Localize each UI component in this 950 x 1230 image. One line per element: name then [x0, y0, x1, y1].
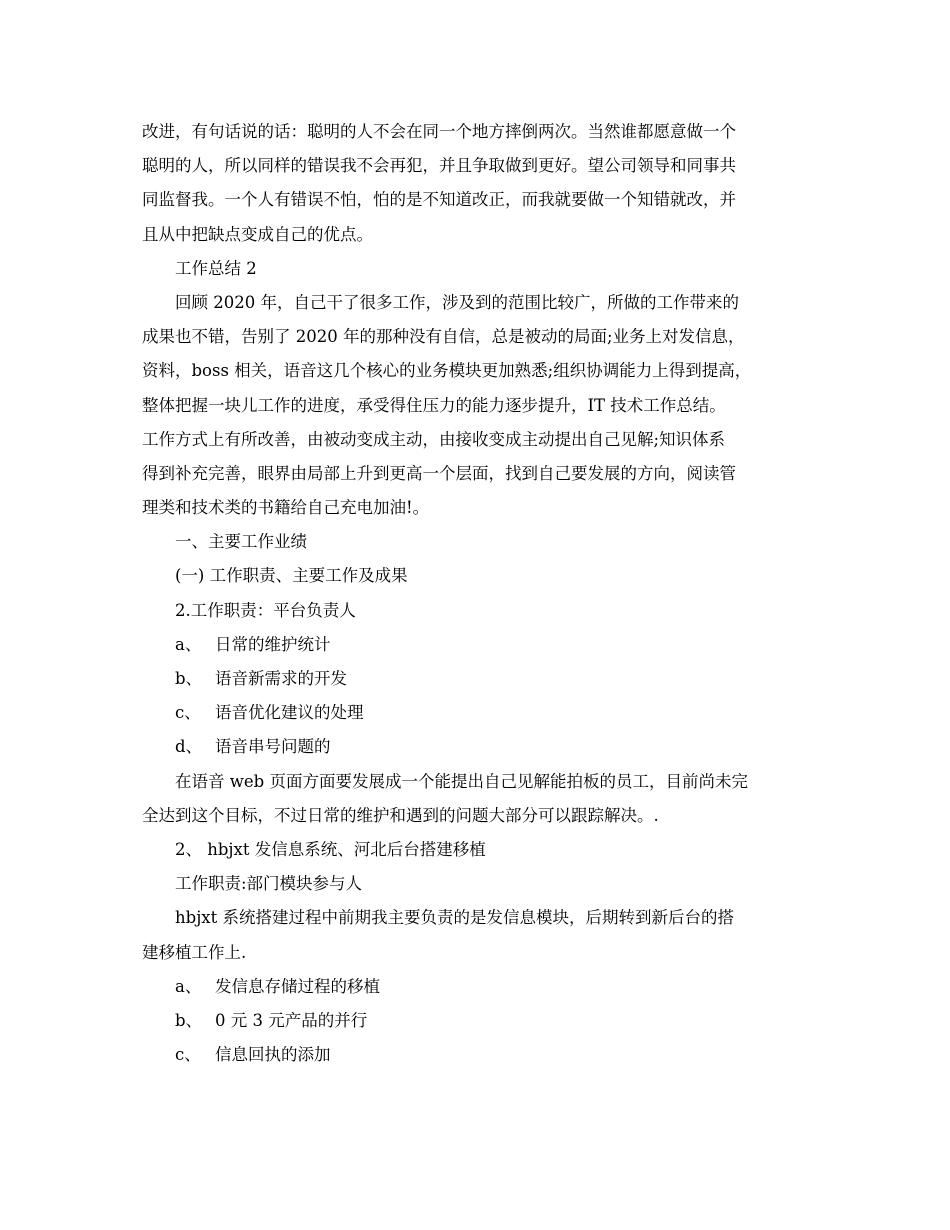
duty-heading: 工作职责:部门模块参与人 [175, 874, 363, 894]
list-text: 语音串号问题的 [215, 737, 331, 757]
list-text: 0 元 3 元产品的并行 [215, 1010, 368, 1030]
list-marker: c、 [175, 703, 201, 723]
paragraph-line: hbjxt 系统搭建过程中前期我主要负责的是发信息模块，后期转到新后台的搭 [175, 908, 734, 928]
list-item [142, 730, 818, 764]
paragraph-line: 回顾 2020 年，自己干了很多工作，涉及到的范围比较广，所做的工作带来的 [175, 292, 739, 312]
section-heading: 工作总结 2 [175, 258, 257, 278]
list-marker: c、 [175, 1045, 201, 1065]
subsection-heading: (一) 工作职责、主要工作及成果 [175, 566, 408, 586]
list-marker: a、 [175, 634, 202, 654]
list-text: 发信息存储过程的移植 [215, 976, 380, 996]
list-item [142, 628, 818, 662]
paragraph-line: 在语音 web 页面方面要发展成一个能提出自己见解能拍板的员工，目前尚未完 [175, 771, 748, 791]
paragraph-line: 且从中把缺点变成自己的优点。 [142, 224, 373, 244]
duty-heading: 2.工作职责：平台负责人 [175, 600, 356, 620]
list-item [142, 662, 818, 696]
list-item [142, 1038, 818, 1072]
paragraph-line: 全达到这个目标，不过日常的维护和遇到的问题大部分可以跟踪解决。. [142, 805, 659, 825]
list-text: 日常的维护统计 [215, 634, 331, 654]
paragraph-line: 聪明的人，所以同样的错误我不会再犯，并且争取做到更好。望公司领导和同事共 [142, 156, 736, 176]
list-item [142, 1004, 818, 1038]
list-text: 语音优化建议的处理 [215, 703, 364, 723]
document-page [142, 115, 818, 1072]
paragraph-line: 成果也不错，告别了 2020 年的那种没有自信，总是被动的局面;业务上对发信息， [142, 327, 745, 347]
list-marker: b、 [175, 669, 203, 688]
paragraph-line: 改进，有句话说的话：聪明的人不会在同一个地方摔倒两次。当然谁都愿意做一个 [142, 122, 736, 141]
list-text: 信息回执的添加 [215, 1045, 331, 1065]
paragraph-line: 同监督我。一个人有错误不怕，怕的是不知道改正，而我就要做一个知错就改，并 [142, 190, 736, 210]
list-marker: b、 [175, 1010, 203, 1030]
list-item [142, 696, 818, 730]
section-heading: 一、主要工作业绩 [175, 532, 307, 552]
paragraph-line: 建移植工作上. [142, 942, 247, 962]
list-marker: d、 [175, 737, 203, 757]
list-text: 语音新需求的开发 [215, 669, 347, 688]
list-item [142, 970, 818, 1004]
paragraph-line: 资料，boss 相关，语音这几个核心的业务模块更加熟悉;组织协调能力上得到提高， [142, 361, 752, 381]
paragraph-line: 理类和技术类的书籍给自己充电加油!。 [142, 498, 430, 518]
subsection-heading: 2、 hbjxt 发信息系统、河北后台搭建移植 [175, 839, 486, 859]
paragraph-line: 得到补充完善，眼界由局部上升到更高一个层面，找到自己要发展的方向，阅读管 [142, 463, 736, 483]
paragraph-line: 工作方式上有所改善，由被动变成主动，由接收变成主动提出自己见解;知识体系 [142, 429, 726, 449]
paragraph-line: 整体把握一块儿工作的进度，承受得住压力的能力逐步提升，IT 技术工作总结。 [142, 395, 726, 415]
list-marker: a、 [175, 976, 202, 996]
